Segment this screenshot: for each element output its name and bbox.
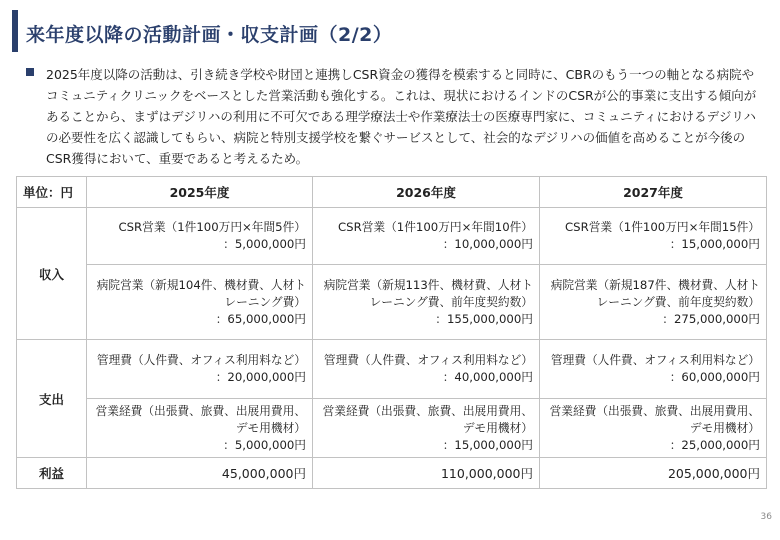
profit-2026: 110,000,000円 [313, 458, 540, 489]
cell-desc: CSR営業（1件100万円×年間15件） [565, 220, 760, 234]
cell-desc: 営業経費（出張費、旅費、出展用費用、デモ用機材） [95, 403, 306, 435]
expense-admin-2026 [313, 340, 540, 399]
page-number: 36 [760, 512, 772, 522]
cell-desc: CSR営業（1件100万円×年間10件） [338, 220, 533, 234]
cell-desc: 病院営業（新規113件、機材費、人材トレーニング費、前年度契約数） [323, 277, 533, 309]
table-header-row [17, 177, 767, 208]
cell-amount: ：15,000,000円 [669, 237, 760, 251]
cell-amount: ：20,000,000円 [215, 370, 306, 384]
profit-label: 利益 [17, 458, 87, 489]
cell-amount: ：25,000,000円 [669, 437, 760, 452]
cell-desc: 病院営業（新規104件、機材費、人材トレーニング費） [96, 277, 306, 309]
income-hospital-2025 [87, 265, 313, 340]
cell-amount: ：275,000,000円 [662, 311, 760, 326]
expense-sales-2026 [313, 399, 540, 458]
page-title: 来年度以降の活動計画・収支計画（2/2） [26, 24, 393, 46]
profit-2025: 45,000,000円 [87, 458, 313, 489]
profit-2027: 205,000,000円 [540, 458, 767, 489]
unit-header: 単位：円 [17, 177, 87, 208]
cell-amount: ：40,000,000円 [442, 370, 533, 384]
income-csr-2026 [313, 208, 540, 265]
cell-amount: ：5,000,000円 [223, 437, 306, 452]
cell-desc: CSR営業（1件100万円×年間5件） [118, 220, 306, 234]
table-row [17, 208, 767, 265]
cell-amount: ：15,000,000円 [442, 437, 533, 452]
summary-bullet [26, 64, 758, 169]
cell-desc: 病院営業（新規187件、機材費、人材トレーニング費、前年度契約数） [550, 277, 760, 309]
summary-text: 2025年度以降の活動は、引き続き学校や財団と連携しCSR資金の獲得を模索すると同時に、CBRのもう一つの軸となる病院やコミュニティクリニックをベースとした営業活動も強化する。これは、現状におけるインドのCSRが公的事業に支出する傾向があることから、まずはデジリハの利用に不可欠である理学療法士や作業療法士の医療専門家に、コミュニティにおけるデジリハの必要性を広く認識してもらい、病院と特別支援学校を繋ぐサービスとして、社会的なデジリハの価値を高めることが今後のCSR獲得において、重要であると考えるため。 [46, 67, 757, 166]
cell-amount: ：155,000,000円 [435, 311, 533, 326]
cell-amount: ：60,000,000円 [669, 370, 760, 384]
cell-desc: 営業経費（出張費、旅費、出展用費用、デモ用機材） [549, 403, 760, 435]
budget-table [16, 176, 767, 489]
year-header-2027: 2027年度 [540, 177, 767, 208]
cell-desc: 管理費（人件費、オフィス利用料など） [96, 353, 306, 367]
cell-amount: ：10,000,000円 [442, 237, 533, 251]
expense-sales-2025 [87, 399, 313, 458]
table-row [17, 399, 767, 458]
income-hospital-2027 [540, 265, 767, 340]
income-label: 収入 [17, 208, 87, 340]
cell-amount: ：65,000,000円 [215, 311, 306, 326]
cell-amount: ：5,000,000円 [223, 237, 306, 251]
cell-desc: 管理費（人件費、オフィス利用料など） [323, 353, 533, 367]
cell-desc: 営業経費（出張費、旅費、出展用費用、デモ用機材） [322, 403, 533, 435]
year-header-2025: 2025年度 [87, 177, 313, 208]
expense-label: 支出 [17, 340, 87, 458]
table-row [17, 458, 767, 489]
bullet-square-icon [26, 68, 34, 76]
expense-sales-2027 [540, 399, 767, 458]
income-csr-2027 [540, 208, 767, 265]
income-hospital-2026 [313, 265, 540, 340]
table-row [17, 265, 767, 340]
table-row [17, 340, 767, 399]
year-header-2026: 2026年度 [313, 177, 540, 208]
cell-desc: 管理費（人件費、オフィス利用料など） [550, 353, 760, 367]
expense-admin-2027 [540, 340, 767, 399]
title-accent-bar [12, 10, 18, 52]
income-csr-2025 [87, 208, 313, 265]
expense-admin-2025 [87, 340, 313, 399]
